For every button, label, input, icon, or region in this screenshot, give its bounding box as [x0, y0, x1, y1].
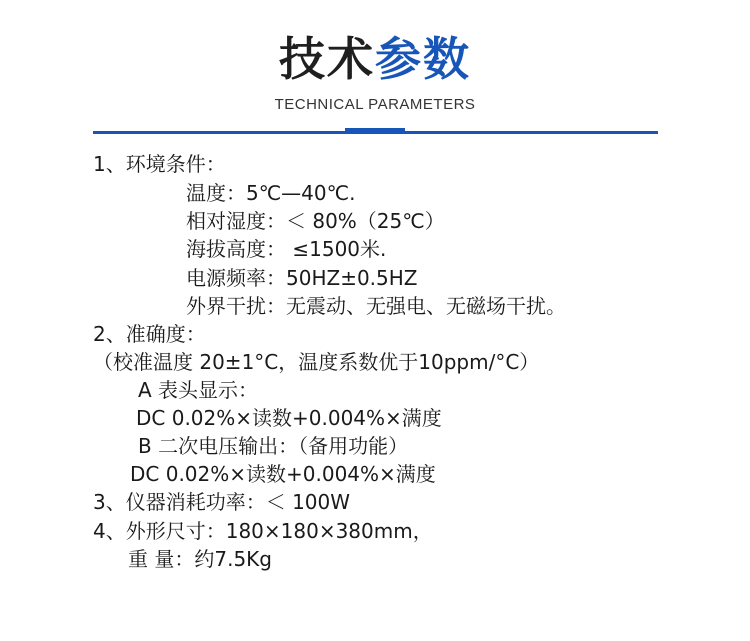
section-accuracy-heading: 2、准确度： — [93, 322, 206, 346]
spec-power-frequency: 电源频率：50HZ±0.5HZ — [186, 266, 418, 290]
spec-altitude: 海拔高度： ≤1500米. — [186, 237, 387, 261]
spec-humidity: 相对湿度：＜ 80%（25℃） — [186, 209, 445, 233]
spec-b-output-heading: B 二次电压输出：（备用功能） — [138, 434, 409, 458]
spec-a-dc-accuracy: DC 0.02%×读数+0.004%×满度 — [136, 406, 442, 430]
title-part-2: 参数 — [375, 32, 471, 86]
spec-temperature: 温度：5℃—40℃. — [186, 181, 356, 205]
spec-b-dc-accuracy: DC 0.02%×读数+0.004%×满度 — [130, 462, 436, 486]
page-title — [0, 30, 750, 88]
spec-power-consumption: 3、仪器消耗功率：＜ 100W — [93, 490, 351, 514]
page-subtitle: TECHNICAL PARAMETERS — [274, 96, 476, 113]
title-part-1: 技术 — [279, 32, 375, 86]
spec-interference: 外界干扰：无震动、无强电、无磁场干扰。 — [186, 294, 566, 318]
spec-dimensions: 4、外形尺寸：180×180×380mm， — [93, 519, 433, 543]
spec-calibration-note: （校准温度 20±1°C，温度系数优于10ppm/°C） — [93, 350, 540, 374]
section-environment-heading: 1、环境条件： — [93, 152, 226, 176]
spec-a-display-heading: A 表头显示： — [138, 378, 259, 402]
divider-accent — [345, 128, 405, 134]
spec-weight: 重 量：约7.5Kg — [128, 547, 272, 571]
